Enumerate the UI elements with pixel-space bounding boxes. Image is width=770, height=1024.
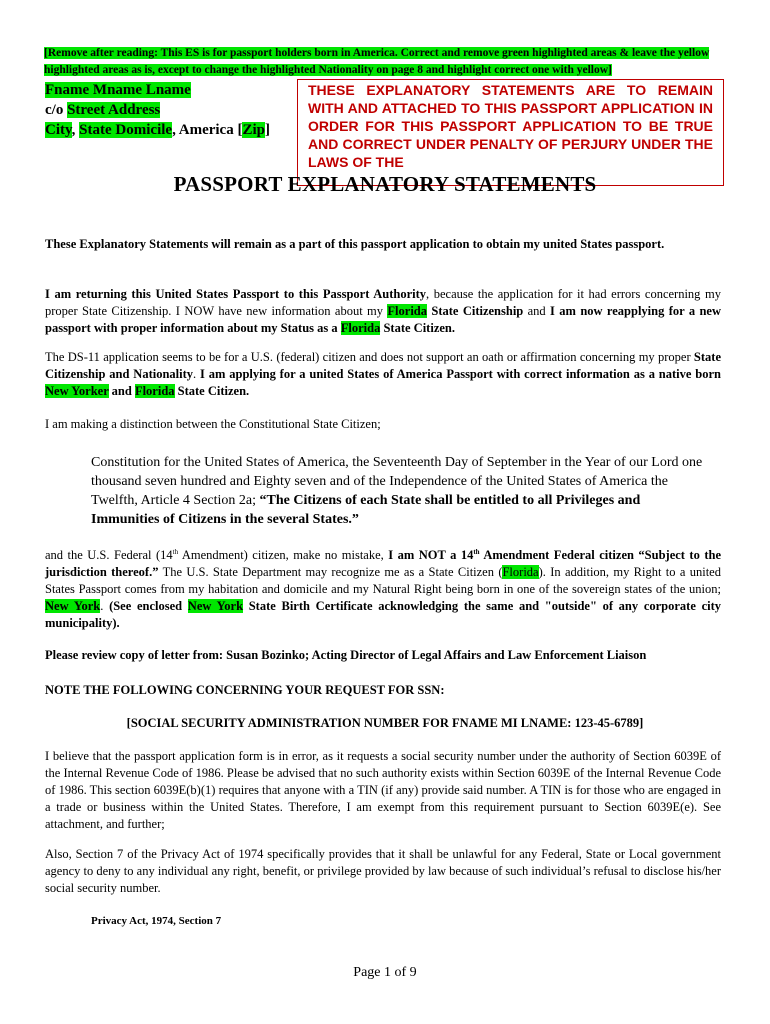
attachment-warning-box: [297, 79, 724, 186]
sender-address: [45, 80, 270, 140]
birth-state-highlight: New York: [45, 599, 101, 614]
citizenship-label: State Citizenship: [427, 304, 524, 318]
privacy-act-citation: Privacy Act, 1974, Section 7: [91, 915, 222, 927]
returning-statement: I am returning this United States Passport to this Passport Authority: [45, 287, 427, 301]
reapplying-statement: I am now reapplying for a new passport with proper information about my Status as a: [45, 304, 721, 335]
returning-passport-paragraph: [45, 286, 721, 337]
country: , America [: [172, 122, 243, 138]
state-citizen-label: State Citizen.: [174, 384, 250, 398]
constitution-quote: [91, 453, 703, 529]
street-address: Street Address: [67, 102, 161, 118]
state-domicile: State Domicile: [79, 122, 173, 138]
birth-state-highlight: New Yorker: [45, 384, 109, 398]
state-highlight: Florida: [502, 565, 539, 580]
applying-statement: I am applying for a united States of America Passport with correct information as a native born: [200, 367, 721, 381]
citizenship-nationality: State Citizenship and Nationality: [45, 350, 721, 381]
city: City: [45, 122, 72, 138]
ssn-number-line: [SOCIAL SECURITY ADMINISTRATION NUMBER FOR FNAME MI LNAME: 123-45-6789]: [126, 716, 644, 730]
bracket-close: ]: [264, 122, 270, 138]
separator: .: [100, 599, 110, 614]
quote-text: Constitution for the United States of America, the Seventeenth Day of September in the Year of our Lord one thousand seven hundred and Eighty seven and of the Independence of the United States of America the Twelfth, Article 4 Section 2a;: [91, 455, 703, 508]
sender-name-row: [45, 80, 270, 100]
state-highlight: Florida: [134, 384, 175, 398]
ds11-paragraph: [45, 349, 721, 400]
enclosure-note: (See enclosed: [109, 599, 188, 614]
ssn-error-paragraph: I believe that the passport application form is in error, as it requests a social security number under the authority of Section 6039E of the Internal Revenue Code of 1986. Please be advised that no such authority exists within Section 6039E of the Internal Revenue Code of 1986. This section 6039E(b)(1) requires that anyone with a TIN (if any) provide said number. A TIN is for those who are engaged in a trade or business within the United States. Therefore, I am exempt from this requirement pursuant to Section 6039E(e). See attachment, and further;: [45, 749, 721, 831]
page-number: Page 1 of 9: [353, 965, 417, 980]
ssn-note-heading: NOTE THE FOLLOWING CONCERNING YOUR REQUEST FOR SSN:: [45, 683, 445, 697]
state-dept-text: The U.S. State Department may recognize me as a State Citizen (: [158, 565, 503, 580]
removal-notice-text: [Remove after reading: This ES is for passport holders born in America. Correct and remove green highlighted areas & leave the yellow highlighted areas as is, except to change the highlighted Nationality on page 8 and highlight correct one with yellow]: [44, 47, 710, 76]
federal-text: and the U.S. Federal (14: [45, 548, 173, 563]
superscript: th: [473, 548, 480, 556]
sender-name: Fname Mname Lname: [45, 82, 191, 98]
federal-citizen-paragraph: [45, 544, 721, 632]
care-of-prefix: c/o: [45, 102, 68, 118]
street-row: [45, 100, 270, 120]
quote-emphasis: “The Citizens of each State shall be entitled to all Privileges and Immunities of Citizens in the several States.”: [91, 493, 641, 527]
not-14th-statement: Amendment Federal citizen “Subject to the jurisdiction thereof.”: [45, 548, 721, 580]
returning-text: , because the application for it had errors concerning my proper State Citizenship. I NOW have new information about my: [45, 287, 721, 318]
enclosure-note: State Birth Certificate acknowledging the same and "outside" of any corporate city municipality).: [45, 599, 722, 631]
state-highlight: Florida: [387, 304, 427, 318]
right-text: ). In addition, my Right to a united States Passport comes from my habitation and domicile and my Natural Right being born in one of the sovereign states of the union;: [45, 565, 721, 597]
not-14th-statement: I am NOT a 14: [388, 548, 474, 563]
separator: ,: [71, 122, 80, 138]
conjunction: and: [523, 304, 551, 318]
separator: .: [193, 367, 201, 381]
intro-paragraph: These Explanatory Statements will remain as a part of this passport application to obtain my united States passport.: [45, 237, 665, 251]
letter-review-paragraph: Please review copy of letter from: Susan Bozinko; Acting Director of Legal Affairs and Law Enforcement Liaison: [45, 648, 647, 662]
privacy-act-paragraph: Also, Section 7 of the Privacy Act of 1974 specifically provides that it shall be unlawful for any Federal, State or Local government agency to deny to any individual any right, benefit, or privilege provided by law because of such individual’s refusal to disclose his/her social security number.: [45, 847, 721, 895]
state-citizen-label: State Citizen.: [380, 321, 455, 335]
document-title: PASSPORT EXPLANATORY STATEMENTS: [173, 172, 597, 196]
state-highlight: Florida: [340, 321, 381, 335]
ds11-text: The DS-11 application seems to be for a U.S. (federal) citizen and does not support an oath or affirmation concerning my proper: [45, 350, 694, 364]
zip: Zip: [242, 122, 265, 138]
distinction-paragraph: I am making a distinction between the Constitutional State Citizen;: [45, 417, 381, 431]
birth-state-highlight: New York: [187, 599, 244, 614]
federal-text: Amendment) citizen, make no mistake,: [178, 548, 389, 563]
city-row: [45, 120, 270, 140]
attachment-warning-text: THESE EXPLANATORY STATEMENTS ARE TO REMAIN WITH AND ATTACHED TO THIS PASSPORT APPLICATION IN ORDER FOR THIS PASSPORT APPLICATION TO BE TRUE AND CORRECT UNDER PENALTY OF PERJURY UNDER THE LAWS OF THE: [308, 82, 713, 170]
superscript: th: [172, 548, 179, 556]
removal-notice: [44, 45, 726, 79]
conjunction: and: [108, 384, 135, 398]
